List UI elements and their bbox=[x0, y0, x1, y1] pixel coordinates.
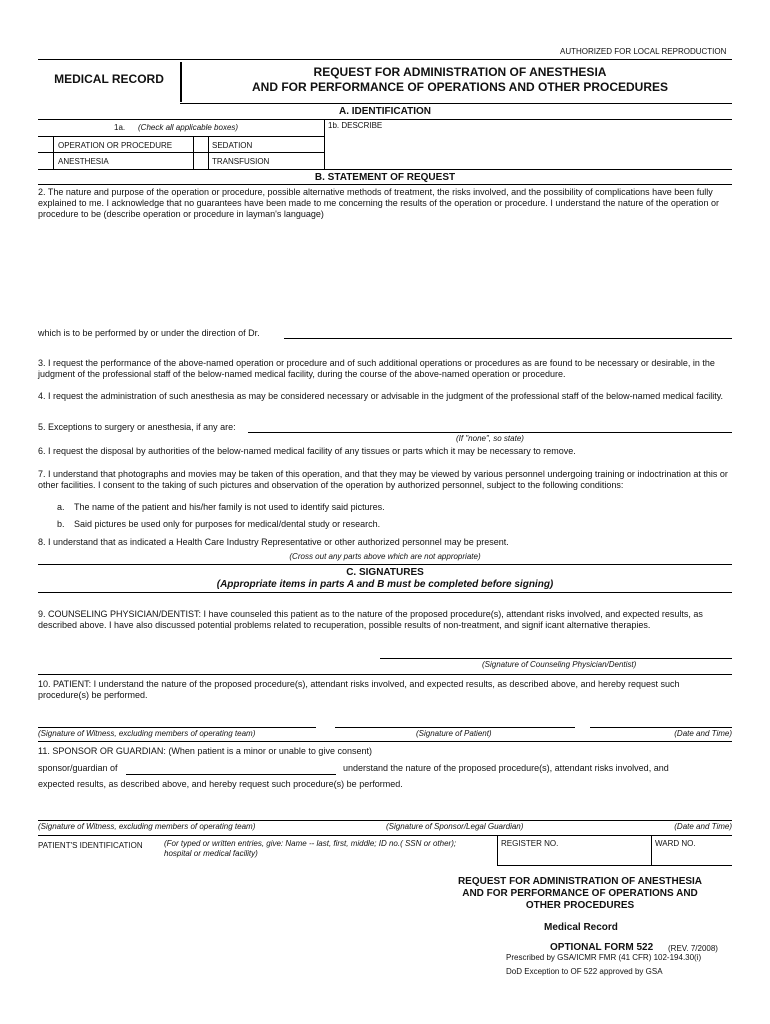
describe-field[interactable] bbox=[326, 131, 730, 167]
date-time2-label: (Date and Time) bbox=[674, 822, 732, 831]
ward-no-field[interactable] bbox=[653, 848, 731, 864]
register-no-field[interactable] bbox=[499, 848, 649, 864]
footer-title-line2: AND FOR PERFORMANCE OF OPERATIONS AND bbox=[462, 888, 698, 899]
item-3-text: 3. I request the performance of the above-named operation or procedure and of such additional operations or procedures as are found to be necessary or desirable, in the judgment of the professional staff of the below-named medical facility, during the course of the above-named operation or procedure. bbox=[38, 358, 715, 379]
item-11-text: 11. SPONSOR OR GUARDIAN: (When patient is a minor or unable to give consent) bbox=[38, 746, 372, 756]
section-a-heading: A. IDENTIFICATION bbox=[338, 106, 432, 117]
item-8-text: 8. I understand that as indicated a Health Care Industry Representative or other authorized personnel may be present. bbox=[38, 537, 509, 547]
item-5-note: (If "none", so state) bbox=[456, 434, 524, 443]
dod-exception-label: DoD Exception to OF 522 approved by GSA bbox=[506, 967, 663, 976]
option-transfusion-label: TRANSFUSION bbox=[212, 157, 270, 166]
counseling-signature-line[interactable] bbox=[380, 658, 732, 659]
cross-out-note: (Cross out any parts above which are not appropriate) bbox=[289, 552, 481, 561]
medical-record-box bbox=[38, 62, 182, 102]
item-7a-label: a. bbox=[57, 502, 65, 512]
prescribed-by-label: Prescribed by GSA/ICMR FMR (41 CFR) 102-194.30(i) bbox=[506, 953, 702, 962]
section-c-heading: C. SIGNATURES bbox=[346, 567, 424, 578]
item-9-text: 9. COUNSELING PHYSICIAN/DENTIST: I have counseled this patient as to the nature of the proposed procedure(s), attendant risks involved, and expected results, as described above. I have also discussed potential problems related to recuperation, possible results of non-treatment, and signif icant alternative therapies. bbox=[38, 609, 703, 630]
item-7-text: 7. I understand that photographs and movies may be taken of this operation, and that they may be viewed by various personnel undergoing training or indoctrination at this or other facilities. I consent to the taking of such pictures and observation of the operation by authorized personnel, subject to the following conditions: bbox=[38, 469, 728, 490]
section-b-heading: B. STATEMENT OF REQUEST bbox=[314, 172, 456, 183]
section-c-subheading: (Appropriate items in parts A and B must be completed before signing) bbox=[216, 579, 554, 590]
authorized-note: AUTHORIZED FOR LOCAL REPRODUCTION bbox=[560, 47, 727, 56]
check-note: (Check all applicable boxes) bbox=[138, 123, 239, 132]
ward-no-label: WARD NO. bbox=[655, 839, 696, 848]
doctor-name-line[interactable] bbox=[284, 338, 732, 339]
witness-signature-line[interactable] bbox=[38, 727, 316, 728]
form-title-line1: REQUEST FOR ADMINISTRATION OF ANESTHESIA bbox=[313, 65, 607, 79]
patient-name-line[interactable] bbox=[126, 774, 336, 775]
item-6-text: 6. I request the disposal by authorities of the below-named medical facility of any tissues or parts which it may be necessary to remove. bbox=[38, 446, 576, 456]
option-operation-label: OPERATION OR PROCEDURE bbox=[58, 141, 173, 150]
item-7a-text: The name of the patient and his/her family is not used to identify said pictures. bbox=[74, 502, 385, 512]
item-7b-label: b. bbox=[57, 519, 65, 529]
form-title-line2: AND FOR PERFORMANCE OF OPERATIONS AND OTHER PROCEDURES bbox=[251, 80, 668, 94]
sig-sponsor-label: (Signature of Sponsor/Legal Guardian) bbox=[386, 822, 524, 831]
patient-date-line[interactable] bbox=[590, 727, 732, 728]
exceptions-line[interactable] bbox=[248, 432, 732, 433]
sig-witness-label: (Signature of Witness, excluding members of operating team) bbox=[38, 729, 256, 738]
sig-witness2-label: (Signature of Witness, excluding members of operating team) bbox=[38, 822, 256, 831]
option-anesthesia-label: ANESTHESIA bbox=[58, 157, 109, 166]
sig-counseling-label: (Signature of Counseling Physician/Dentist) bbox=[482, 660, 637, 669]
checkbox-anesthesia[interactable] bbox=[38, 153, 53, 168]
item-4-text: 4. I request the administration of such anesthesia as may be considered necessary or advisable in the judgment of the professional staff of the below-named medical facility. bbox=[38, 391, 724, 401]
form-title bbox=[190, 65, 730, 95]
label-1a: 1a. bbox=[114, 123, 126, 132]
expected-results-text: expected results, as described above, and hereby request such procedure(s) be performed. bbox=[38, 779, 403, 789]
optional-form-label: OPTIONAL FORM 522 bbox=[550, 942, 654, 953]
revision-label: (REV. 7/2008) bbox=[668, 944, 718, 953]
footer-title-line1: REQUEST FOR ADMINISTRATION OF ANESTHESIA bbox=[457, 876, 703, 887]
footer-form-title bbox=[440, 876, 720, 912]
checkbox-sedation[interactable] bbox=[194, 137, 208, 152]
sponsor-signature-line[interactable] bbox=[38, 820, 732, 821]
performed-by-label: which is to be performed by or under the direction of Dr. bbox=[38, 328, 260, 338]
label-1b-describe: 1b. DESCRIBE bbox=[328, 121, 383, 130]
checkbox-operation[interactable] bbox=[38, 137, 53, 152]
patient-id-note: (For typed or written entries, give: Name -- last, first, middle; ID no.( SSN or other); hospital or medical facility) bbox=[164, 839, 457, 858]
checkbox-transfusion[interactable] bbox=[194, 153, 208, 168]
patient-id-label: PATIENT'S IDENTIFICATION bbox=[38, 841, 143, 850]
date-time-label: (Date and Time) bbox=[674, 729, 732, 738]
item-10-text: 10. PATIENT: I understand the nature of the proposed procedure(s), attendant risks involved, and expected results, as described above, and hereby request such procedure(s) be performed. bbox=[38, 679, 680, 700]
option-sedation-label: SEDATION bbox=[212, 141, 253, 150]
procedure-description-field[interactable] bbox=[38, 222, 732, 322]
patient-identification-field[interactable] bbox=[38, 862, 488, 1002]
register-no-label: REGISTER NO. bbox=[501, 839, 559, 848]
item-5-text: 5. Exceptions to surgery or anesthesia, if any are: bbox=[38, 422, 236, 432]
understand-text: understand the nature of the proposed procedure(s), attendant risks involved, and bbox=[343, 763, 669, 773]
patient-signature-line[interactable] bbox=[335, 727, 575, 728]
item-7b-text: Said pictures be used only for purposes for medical/dental study or research. bbox=[74, 519, 381, 529]
item-2-text: 2. The nature and purpose of the operation or procedure, possible alternative methods of treatment, the risks involved, and the possibility of complications have been fully explained to me. I acknowledge that no guarantees have been made to me concerning the results of the operation or procedure. I understand the nature of the operation or procedure to be (describe operation or procedure in layman's language) bbox=[38, 187, 719, 219]
footer-title-line3: OTHER PROCEDURES bbox=[525, 900, 635, 911]
sig-patient-label: (Signature of Patient) bbox=[416, 729, 492, 738]
medical-record-label: MEDICAL RECORD bbox=[54, 72, 164, 86]
footer-medical-record: Medical Record bbox=[544, 922, 618, 933]
sponsor-of-label: sponsor/guardian of bbox=[38, 763, 118, 773]
